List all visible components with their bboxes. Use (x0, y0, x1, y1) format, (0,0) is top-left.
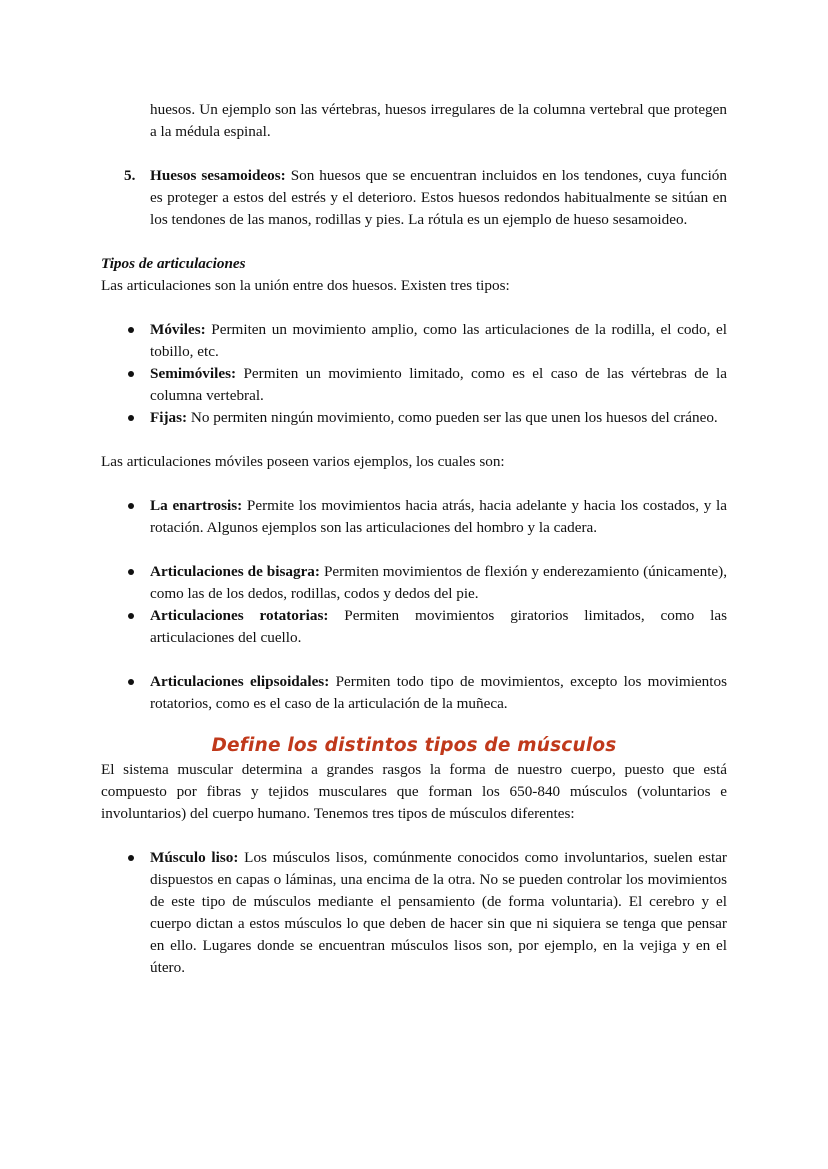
bullet-icon (128, 503, 134, 509)
list-musculos (101, 847, 727, 979)
numbered-item-5 (101, 165, 727, 231)
item-term: Huesos sesamoideos: (150, 167, 286, 184)
intro-musculos: El sistema muscular determina a grandes rasgos la forma de nuestro cuerpo, puesto que está compuesto por fibras y tejidos musculares que forman los 650-840 músculos (voluntarios e involuntarios) del cuerpo humano. Tenemos tres tipos de músculos diferentes: (101, 761, 727, 822)
list-item (101, 319, 727, 363)
bullet-icon (128, 613, 134, 619)
list-item-term: Fijas: (150, 409, 188, 426)
bullet-icon (128, 327, 134, 333)
item-text: Son huesos que se encuentran incluidos en los tendones, cuya función es proteger a estos del estrés y el deterioro. Estos huesos redondos habitualmente se sitúan en los tendones de las manos, rodillas y pies. La rótula es un ejemplo de hueso sesamoideo. (150, 167, 727, 228)
list-item-text: Permite los movimientos hacia atrás, hacia adelante y hacia los costados, y la rotación. Algunos ejemplos son las articulaciones del hombro y la cadera. (150, 497, 727, 536)
list-item-text: No permiten ningún movimiento, como pueden ser las que unen los huesos del cráneo. (187, 409, 718, 426)
list-item (101, 495, 727, 539)
list-item (101, 407, 727, 429)
list-item-text: Los músculos lisos, comúnmente conocidos como involuntarios, suelen estar dispuestos en capas o láminas, una encima de la otra. No se pueden controlar los movimientos de este tipo de músculos mediante el pensamiento (de forma voluntaria). El cerebro y el cuerpo dictan a estos músculos lo que deben de hacer sin que ni siquiera se tenga que pensar en ello. Lugares donde se encuentran músculos lisos son, por ejemplo, en la vejiga y en el útero. (150, 849, 727, 976)
list-item-term: Músculo liso: (150, 849, 239, 866)
list-item (101, 847, 727, 979)
intro-articulaciones: Las articulaciones son la unión entre dos huesos. Existen tres tipos: (101, 277, 510, 294)
intro-moviles: Las articulaciones móviles poseen varios ejemplos, los cuales son: (101, 453, 505, 470)
list-item-term: Articulaciones de bisagra: (150, 563, 320, 580)
list-tipos-articulaciones (101, 319, 727, 429)
list-moviles (101, 495, 727, 715)
bullet-icon (128, 679, 134, 685)
bullet-icon (128, 415, 134, 421)
list-item (101, 363, 727, 407)
list-item (101, 671, 727, 715)
item-number: 5. (124, 167, 136, 184)
continuation-paragraph: huesos. Un ejemplo son las vértebras, huesos irregulares de la columna vertebral que protegen a la médula espinal. (150, 101, 727, 140)
list-item-text: Permiten todo tipo de movimientos, excepto los movimientos rotatorios, como es el caso de la articulación de la muñeca. (150, 673, 727, 712)
subheading-tipos-articulaciones: Tipos de articulaciones (101, 255, 246, 272)
list-item-term: Móviles: (150, 321, 206, 338)
section-title-musculos: Define los distintos tipos de músculos (211, 735, 617, 756)
list-item-text: Permiten un movimiento limitado, como es el caso de las vértebras de la columna vertebral. (150, 365, 727, 404)
bullet-icon (128, 371, 134, 377)
list-item-term: La enartrosis: (150, 497, 243, 514)
bullet-icon (128, 569, 134, 575)
list-item-text: Permiten movimientos giratorios limitados, como las articulaciones del cuello. (150, 607, 727, 646)
bullet-icon (128, 855, 134, 861)
list-item-term: Articulaciones rotatorias: (150, 607, 329, 624)
list-item (101, 605, 727, 649)
list-item-term: Semimóviles: (150, 365, 237, 382)
list-item-term: Articulaciones elipsoidales: (150, 673, 330, 690)
list-item-text: Permiten un movimiento amplio, como las articulaciones de la rodilla, el codo, el tobillo, etc. (150, 321, 727, 360)
list-item-text: Permiten movimientos de flexión y enderezamiento (únicamente), como las de los dedos, rodillas, codos y dedos del pie. (150, 563, 728, 602)
list-item (101, 561, 727, 605)
